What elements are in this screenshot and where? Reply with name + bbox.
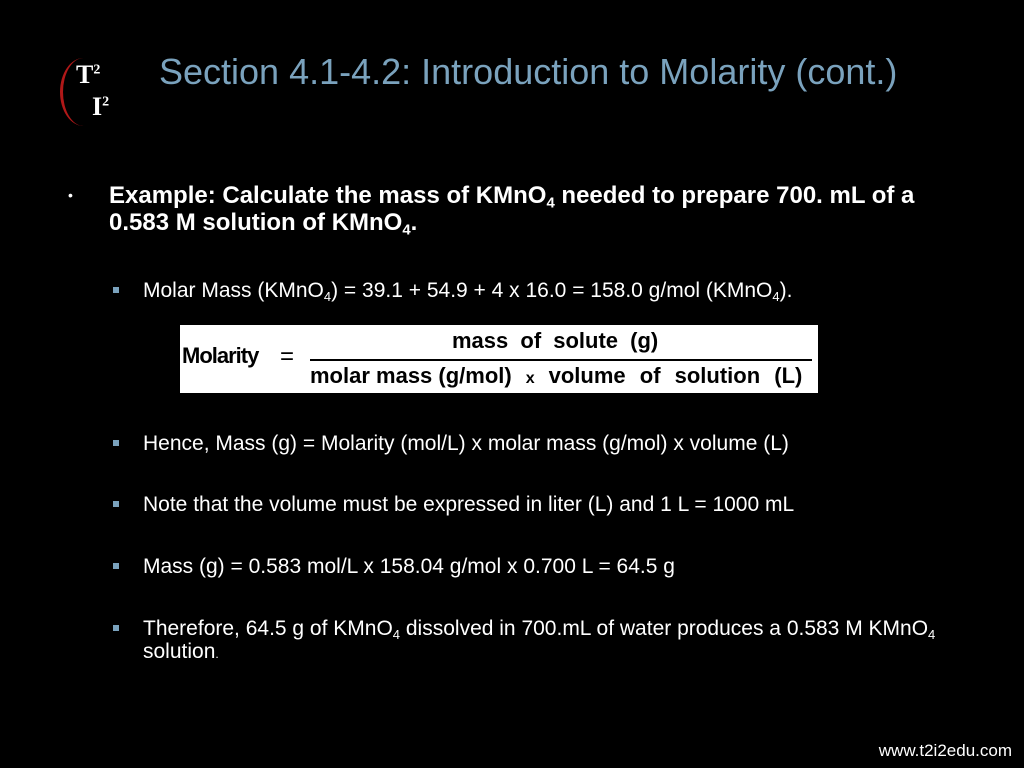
square-bullet-icon (113, 563, 119, 569)
square-bullet-icon (113, 440, 119, 446)
logo (60, 52, 130, 132)
slide-title: Section 4.1-4.2: Introduction to Molarity (cont.) (159, 51, 898, 92)
molarity-formula (180, 325, 818, 393)
formula-equals: = (280, 343, 295, 370)
logo-t2: $T^2$ (76, 60, 101, 89)
square-bullet-icon (113, 501, 119, 507)
square-bullet-icon (113, 625, 119, 631)
formula-lhs: Molarity (182, 343, 259, 368)
formula-denominator: molar mass (g/mol) x volume of solution (L) (310, 363, 803, 388)
bullet-dot-icon: • (68, 187, 73, 203)
example-text: Example: Calculate the mass of KMnO$_4$ needed to prepare 700. mL of a 0.583 M solution of KMnO$_4$. (109, 182, 915, 239)
formula-numerator: mass of solute (g) (452, 328, 659, 353)
square-bullet-icon (113, 287, 119, 293)
fraction-bar (310, 359, 812, 361)
footer-url: www.t2i2edu.com (878, 741, 1012, 760)
logo-i2: $I^2$ (92, 92, 110, 121)
